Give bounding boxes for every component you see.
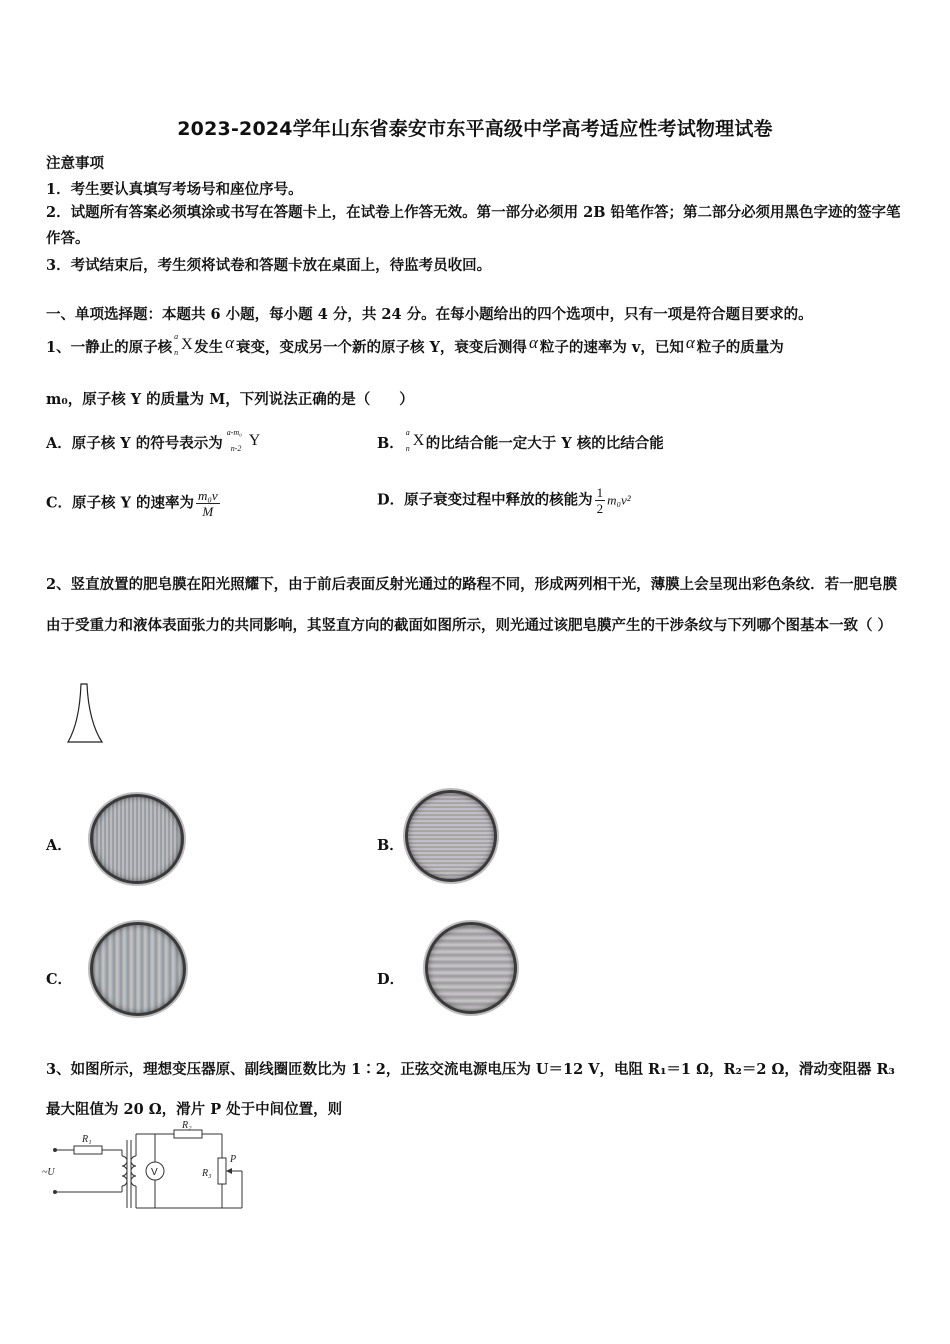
notice-item-3: 3．考试结束后，考生须将试卷和答题卡放在桌面上，待监考员收回。 [46, 257, 492, 274]
q2-stem: 2、竖直放置的肥皂膜在阳光照耀下，由于前后表面反射光通过的路程不同，形成两列相干光，薄膜上会呈现出彩色条纹．若一肥皂膜由于受重力和液体表面张力的共同影响，其竖直方向的截面如图所示，则光通过该肥皂膜产生的干涉条纹与下列哪个图基本一致（ ） [46, 576, 898, 634]
q3-stem: 3、如图所示，理想变压器原、副线圈匝数比为 1∶2，正弦交流电源电压为 U＝12 V，电阻 R₁＝1 Ω，R₂＝2 Ω，滑动变阻器 R₃最大阻值为 20 Ω，滑片 P 处于中间位置，则 [46, 1061, 895, 1118]
q1-text-part3: 衰变，变成另一个新的原子核 Y，衰变后测得 [236, 339, 527, 356]
nucleus-x-b-symbol: X [412, 432, 425, 449]
nucleus-x-b-charge: n [405, 444, 410, 453]
q1-option-c [46, 488, 222, 519]
q1-option-a-text: A．原子核 Y 的符号表示为 [46, 435, 223, 452]
nucleus-y-charge: n-2 [230, 444, 242, 453]
nucleus-y-mass: a-m₀ [226, 428, 242, 437]
q1-stem-line1 [46, 332, 784, 358]
nucleus-y-symbol: Y [248, 432, 261, 449]
transformer-circuit-diagram [40, 1118, 250, 1218]
alpha-symbol: α [225, 333, 235, 352]
q2-option-b-label: B． [377, 837, 404, 854]
q1-text-part2: 发生 [194, 339, 224, 356]
nucleus-x-b [404, 428, 426, 454]
q1-option-c-text: C．原子核 Y 的速率为 [46, 494, 194, 512]
alpha-symbol-2: α [528, 333, 538, 352]
notice-item-1: 1．考生要认真填写考场号和座位序号。 [46, 181, 303, 198]
fraction-denominator: M [202, 504, 214, 519]
fringe-disc-d [425, 922, 517, 1014]
nucleus-x-charge: n [174, 348, 179, 357]
label-r2: R₂ [182, 1120, 192, 1131]
fringe-disc-a [90, 794, 184, 884]
notice-heading: 注意事项 [46, 155, 104, 172]
velocity-fraction [196, 488, 220, 519]
nucleus-x-mass: a [174, 332, 179, 341]
q2-option-c-label: C． [46, 971, 73, 988]
q1-stem-line2: m₀，原子核 Y 的质量为 M，下列说法正确的是（ ） [46, 391, 414, 408]
voltmeter-icon: V [151, 1167, 158, 1178]
fringe-disc-c [90, 922, 186, 1016]
soap-film-cross-section [64, 680, 106, 746]
nucleus-x [172, 332, 194, 358]
page-title: 2023-2024学年山东省泰安市东平高级中学高考适应性考试物理试卷 [177, 118, 773, 140]
section-heading: 一、单项选择题：本题共 6 小题，每小题 4 分，共 24 分。在每小题给出的四个选项中，只有一项是符合题目要求的。 [46, 306, 813, 323]
notice-item-2: 2．试题所有答案必须填涂或书写在答题卡上，在试卷上作答无效。第一部分必须用 2B 铅笔作答；第二部分必须用黑色字迹的签字笔作答。 [46, 204, 901, 247]
q1-text-part4: 粒子的速率为 v，已知 [539, 339, 684, 356]
q1-option-b-label: B． [377, 435, 404, 452]
q1-option-a [46, 428, 263, 454]
energy-fraction [595, 485, 606, 516]
q1-option-b [377, 428, 664, 454]
q1-option-d [377, 485, 631, 516]
label-r1: R₁ [82, 1134, 92, 1145]
label-source-u: ~U [42, 1167, 55, 1178]
label-slider-p: P [230, 1154, 237, 1165]
nucleus-y [223, 428, 263, 454]
fringe-disc-b [405, 790, 497, 882]
energy-expression: m₀v² [607, 492, 631, 508]
nucleus-x-symbol: X [181, 336, 193, 353]
q1-option-b-text: 的比结合能一定大于 Y 核的比结合能 [425, 435, 664, 452]
q2-option-a-label: A． [46, 837, 72, 854]
energy-fraction-denominator: 2 [596, 501, 604, 516]
fraction-numerator: m₀v [198, 488, 218, 503]
label-r3: R₃ [202, 1168, 212, 1179]
q1-option-d-text: D．原子衰变过程中释放的核能为 [377, 491, 593, 509]
q1-text-part1: 1、一静止的原子核 [46, 339, 173, 356]
q2-option-d-label: D． [377, 971, 405, 988]
alpha-symbol-3: α [685, 333, 695, 352]
nucleus-x-b-mass: a [405, 428, 410, 437]
energy-fraction-numerator: 1 [596, 485, 604, 500]
q1-text-part5: 粒子的质量为 [696, 339, 784, 356]
